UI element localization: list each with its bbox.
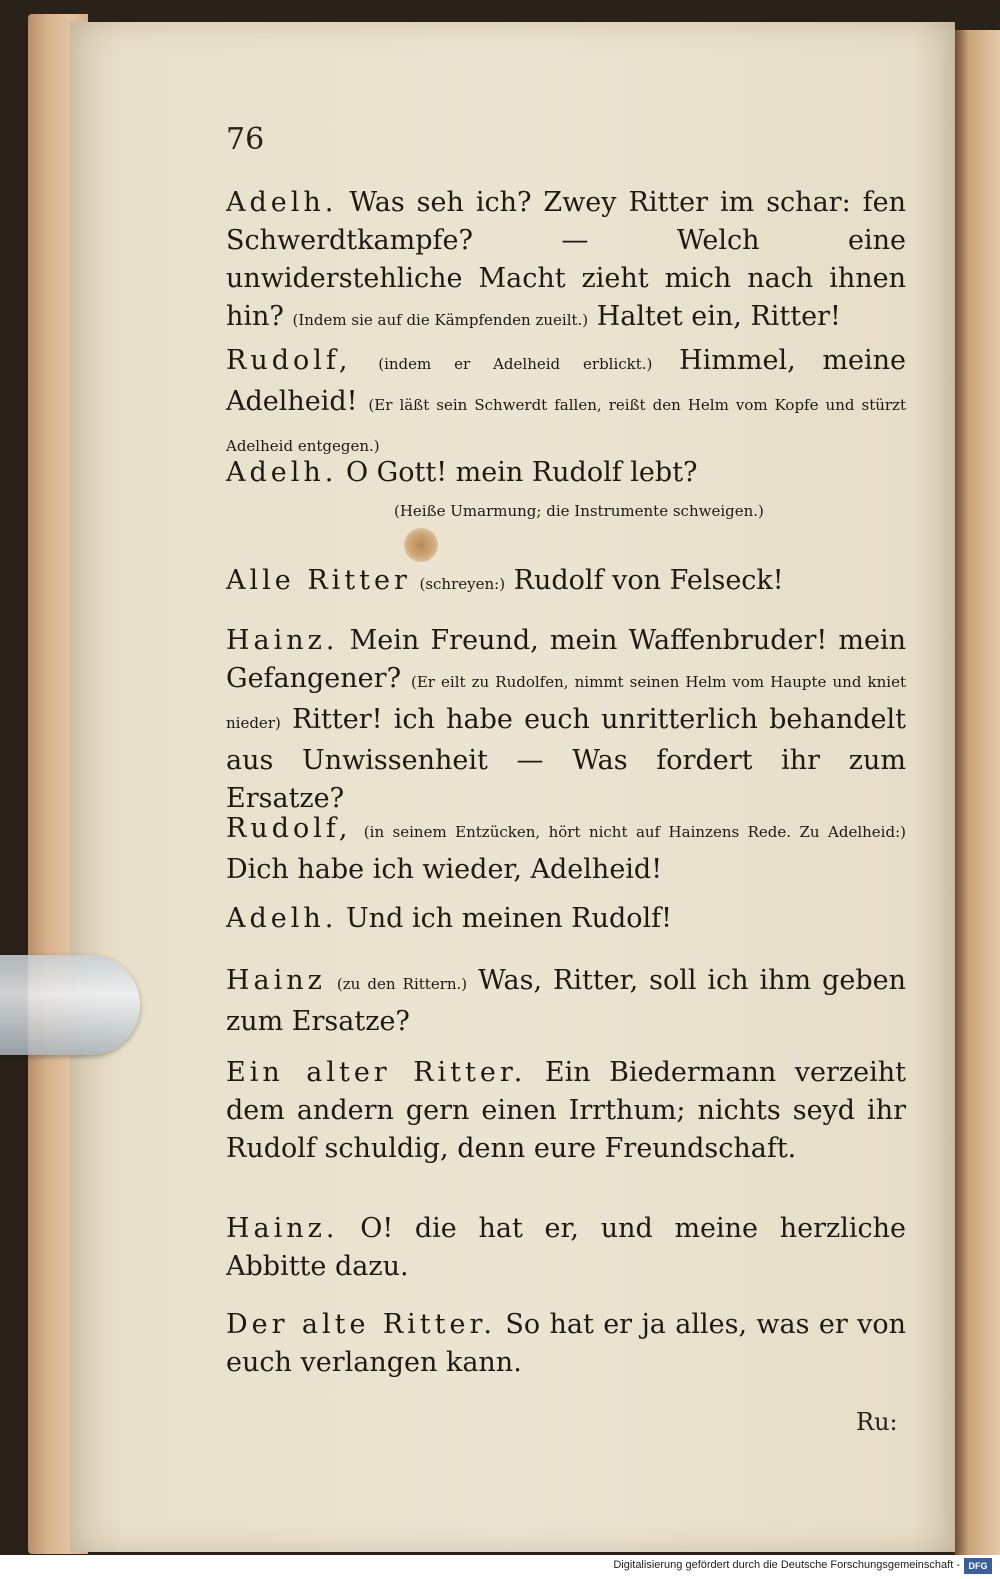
paragraph-8 bbox=[226, 962, 906, 1041]
dialogue-text: Was seh ich? Zwey Ritter im schar: fen Schwerdtkampfe? — Welch eine unwiderstehliche Macht zieht mich nach ihnen hin? bbox=[226, 187, 906, 332]
page-clip bbox=[0, 955, 140, 1055]
dialogue-text: Dich habe ich wieder, Adelheid! bbox=[226, 854, 663, 885]
speaker-name: Adelh. bbox=[226, 903, 338, 934]
paragraph-7 bbox=[226, 900, 906, 938]
dialogue-text: Ein Biedermann verzeiht dem andern gern einen Irrthum; nichts seyd ihr Rudolf schuldig, denn eure Freundschaft. bbox=[226, 1057, 906, 1164]
stage-direction: (in seinem Entzücken, hört nicht auf Hainzens Rede. Zu Adelheid:) bbox=[363, 823, 906, 841]
stain-spot bbox=[404, 528, 438, 562]
paragraph-10 bbox=[226, 1210, 906, 1286]
stage-direction: (Heiße Umarmung; die Instrumente schweigen.) bbox=[394, 502, 764, 520]
speaker-name: Rudolf, bbox=[226, 813, 352, 844]
stage-direction: (zu den Rittern.) bbox=[336, 975, 468, 993]
dialogue-text: Mein Freund, mein Waffenbruder! mein Gefangener? bbox=[226, 625, 906, 694]
dialogue-text: Himmel, meine Adelheid! bbox=[226, 345, 906, 417]
stage-direction: (Er eilt zu Rudolfen, nimmt seinen Helm vom Haupte und kniet nieder) bbox=[226, 673, 906, 732]
stage-direction: (indem er Adelheid erblickt.) bbox=[378, 355, 653, 373]
dialogue-text: Haltet ein, Ritter! bbox=[596, 301, 841, 332]
paragraph-4 bbox=[226, 562, 906, 603]
page-number: 76 bbox=[226, 122, 265, 157]
speaker-name: Hainz. bbox=[226, 625, 339, 656]
speaker-name: Hainz. bbox=[226, 1213, 339, 1244]
stage-direction: (Indem sie auf die Kämpfenden zueilt.) bbox=[292, 311, 589, 329]
dialogue-text: Was, Ritter, soll ich ihm geben zum Ersatze? bbox=[226, 965, 906, 1037]
dialogue-text: So hat er ja alles, was er von euch verlangen kann. bbox=[226, 1309, 906, 1378]
paragraph-2 bbox=[226, 342, 906, 465]
dialogue-text: Rudolf von Felseck! bbox=[513, 565, 784, 596]
dialogue-text: Ritter! ich habe euch unritterlich behandelt aus Unwissenheit — Was fordert ihr zum Ersatze? bbox=[226, 704, 906, 814]
speaker-name: Rudolf, bbox=[226, 345, 352, 376]
stage-direction: (Er läßt sein Schwerdt fallen, reißt den Helm vom Kopfe und stürzt Adelheid entgegen.) bbox=[226, 396, 906, 455]
paragraph-5 bbox=[226, 622, 906, 818]
paragraph-11 bbox=[226, 1306, 906, 1382]
catchword: Ru: bbox=[856, 1408, 898, 1436]
speaker-name: Der alte Ritter. bbox=[226, 1309, 496, 1340]
speaker-name: Ein alter Ritter. bbox=[226, 1057, 527, 1088]
dfg-logo-icon: DFG bbox=[964, 1558, 992, 1574]
dialogue-text: Und ich meinen Rudolf! bbox=[345, 903, 672, 934]
speaker-name: Hainz bbox=[226, 965, 326, 996]
speaker-name: Adelh. bbox=[226, 187, 338, 218]
paragraph-9 bbox=[226, 1054, 906, 1168]
stage-direction: (schreyen:) bbox=[419, 575, 506, 593]
footer-credit: Digitalisierung gefördert durch die Deutsche Forschungsgemeinschaft - bbox=[613, 1559, 960, 1571]
speaker-name: Adelh. bbox=[226, 457, 338, 488]
paragraph-1 bbox=[226, 184, 906, 339]
speaker-name: Alle Ritter bbox=[226, 565, 411, 596]
dialogue-text: O Gott! mein Rudolf lebt? bbox=[345, 457, 698, 488]
paragraph-3 bbox=[226, 454, 906, 530]
dialogue-text: O! die hat er, und meine herzliche Abbitte dazu. bbox=[226, 1213, 906, 1282]
paragraph-6 bbox=[226, 810, 906, 889]
facing-page-edge bbox=[955, 30, 1000, 1560]
